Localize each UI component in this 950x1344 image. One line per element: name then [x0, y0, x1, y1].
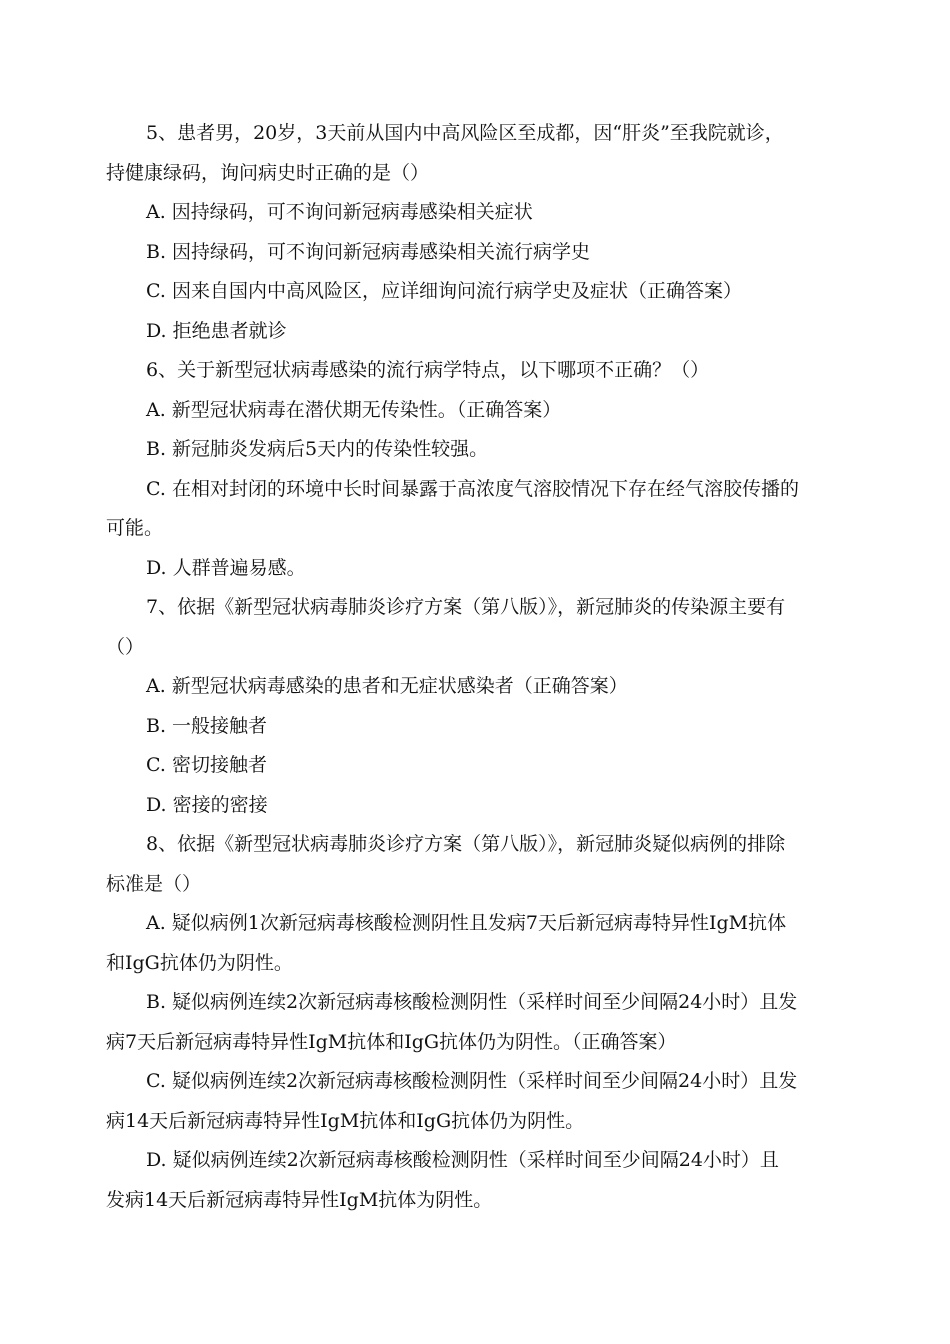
option-b: B. 新冠肺炎发病后5天内的传染性较强。 [146, 438, 489, 460]
option-b: B. 因持绿码，可不询问新冠病毒感染相关流行病学史 [146, 240, 591, 263]
option-a-continued: 和IgG抗体仍为阴性。 [106, 951, 293, 974]
option-c: C. 疑似病例连续2次新冠病毒核酸检测阴性（采样时间至少间隔24小时）且发 [146, 1070, 798, 1092]
option-d: D. 人群普遍易感。 [146, 556, 306, 579]
question-stem-line: 8、依据《新型冠状病毒肺炎诊疗方案（第八版）》，新冠肺炎疑似病例的排除 [146, 833, 786, 855]
option-d: D. 密接的密接 [146, 793, 268, 816]
question-list [106, 114, 846, 1220]
option-d-continued: 发病14天后新冠病毒特异性IgM抗体为阴性。 [106, 1188, 493, 1211]
question-7 [106, 588, 846, 825]
option-b: B. 疑似病例连续2次新冠病毒核酸检测阴性（采样时间至少间隔24小时）且发 [146, 991, 798, 1013]
question-stem-line: 7、依据《新型冠状病毒肺炎诊疗方案（第八版）》，新冠肺炎的传染源主要有 [146, 596, 786, 618]
option-b: B. 一般接触者 [146, 714, 268, 737]
question-8 [106, 825, 846, 1220]
option-c-continued: 病14天后新冠病毒特异性IgM抗体和IgG抗体仍为阴性。 [106, 1109, 585, 1132]
option-d: D. 拒绝患者就诊 [146, 319, 287, 342]
question-stem-line: 5、患者男，20岁，3天前从国内中高风险区至成都，因“肝炎”至我院就诊， [146, 122, 784, 144]
option-c-continued: 可能。 [106, 517, 164, 539]
question-stem-line: 标准是（） [106, 872, 202, 895]
option-c: C. 因来自国内中高风险区，应详细询问流行病学史及症状（正确答案） [146, 280, 742, 302]
option-a: A. 疑似病例1次新冠病毒核酸检测阴性且发病7天后新冠病毒特异性IgM抗体 [146, 912, 787, 934]
question-stem-line: （） [106, 635, 145, 658]
option-a: A. 新型冠状病毒在潜伏期无传染性。（正确答案） [146, 398, 562, 421]
option-b-continued: 病7天后新冠病毒特异性IgM抗体和IgG抗体仍为阴性。（正确答案） [106, 1030, 677, 1053]
option-a: A. 因持绿码，可不询问新冠病毒感染相关症状 [146, 201, 533, 223]
option-a: A. 新型冠状病毒感染的患者和无症状感染者（正确答案） [146, 675, 628, 697]
question-6 [106, 351, 846, 588]
question-5 [106, 114, 846, 351]
option-c: C. 在相对封闭的环境中长时间暴露于高浓度气溶胶情况下存在经气溶胶传播的 [146, 477, 799, 500]
question-stem-line: 6、关于新型冠状病毒感染的流行病学特点，以下哪项不正确？（） [146, 359, 710, 381]
question-stem-line: 持健康绿码，询问病史时正确的是（） [106, 161, 430, 184]
option-d: D. 疑似病例连续2次新冠病毒核酸检测阴性（采样时间至少间隔24小时）且 [146, 1149, 779, 1171]
option-c: C. 密切接触者 [146, 754, 267, 776]
